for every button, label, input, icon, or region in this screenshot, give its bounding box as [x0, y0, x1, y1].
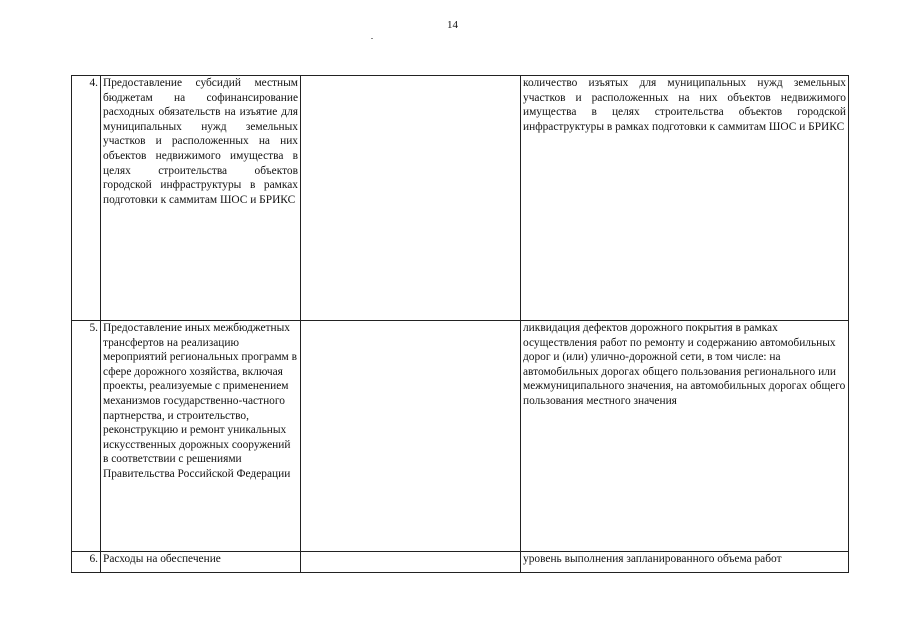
empty-cell — [301, 76, 521, 321]
indicator-text: количество изъятых для муниципальных нужд земельных участков и расположенных на них объектов недвижимого имущества в целях строительства объектов городской инфраструктуры в рамках подготовки к саммитам ШОС и БРИКС — [521, 76, 849, 321]
measure-name: Расходы на обеспечение — [101, 552, 301, 573]
table-row — [72, 76, 849, 321]
measure-name: Предоставление субсидий местным бюджетам на софинансирование расходных обязательств на изъятие для муниципальных нужд земельных участков и расположенных на них объектов недвижимого имущества в целях строительства объектов городской инфраструктуры в рамках подготовки к саммитам ШОС и БРИКС — [101, 76, 301, 321]
row-number: 6. — [72, 552, 101, 573]
page-number: 14 — [447, 19, 458, 31]
row-number: 4. — [72, 76, 101, 321]
empty-cell — [301, 321, 521, 552]
table-row — [72, 321, 849, 552]
table-row — [72, 552, 849, 573]
scan-speck — [371, 38, 373, 39]
measure-name: Предоставление иных межбюджетных трансфертов на реализацию мероприятий региональных программ в сфере дорожного хозяйства, включая проекты, реализуемые с применением механизмов государственно-частного партнерства, и строительство, реконструкцию и ремонт уникальных искусственных дорожных сооружений в соответствии с решениями Правительства Российской Федерации — [101, 321, 301, 552]
program-table — [71, 75, 849, 573]
indicator-text: уровень выполнения запланированного объема работ — [521, 552, 849, 573]
row-number: 5. — [72, 321, 101, 552]
empty-cell — [301, 552, 521, 573]
indicator-text: ликвидация дефектов дорожного покрытия в рамках осуществления работ по ремонту и содержанию автомобильных дорог и (или) улично-дорожной сети, в том числе: на автомобильных дорогах общего пользования регионального или межмуниципального значения, на автомобильных дорогах общего пользования местного значения — [521, 321, 849, 552]
